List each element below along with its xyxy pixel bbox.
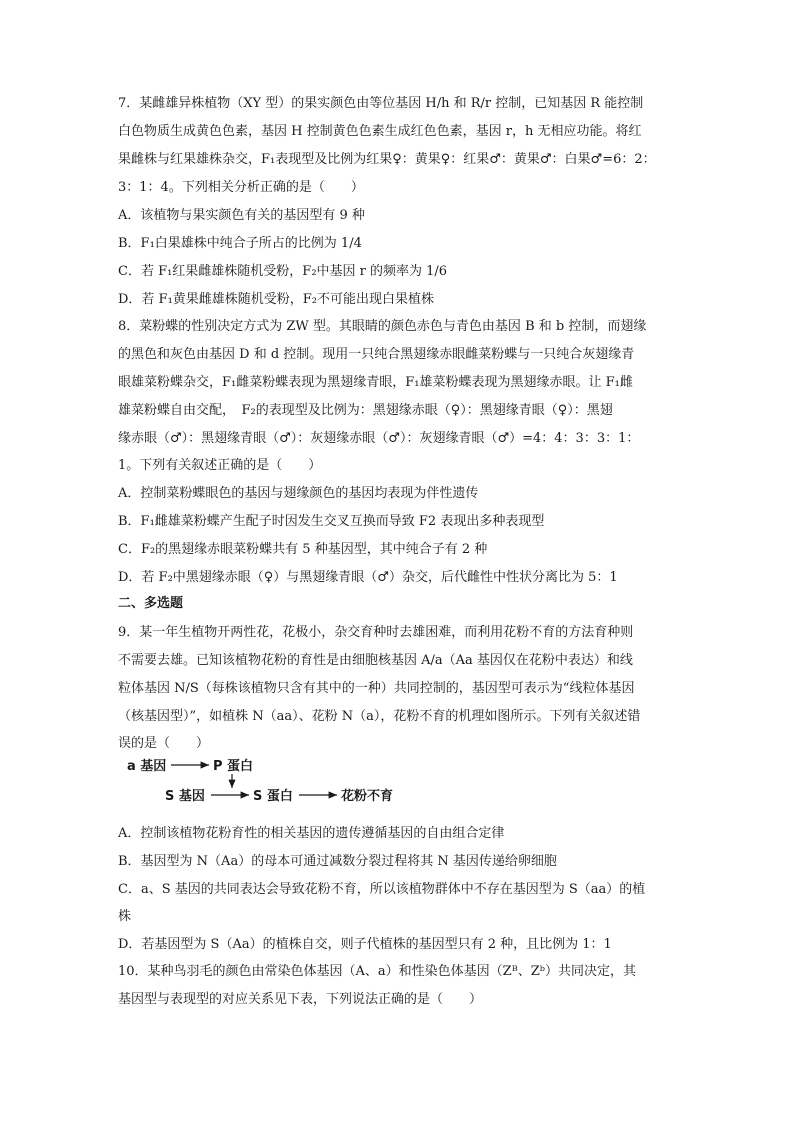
q9-line-4: （核基因型）”，如植株 N（aa）、花粉 N（a），花粉不育的机理如图所示。下列有关叙述错	[118, 709, 641, 724]
q8-line-2: 的黑色和灰色由基因 D 和 d 控制。现用一只纯合黑翅缘赤眼雌菜粉蝶与一只纯合灰翅缘青	[118, 347, 635, 362]
q10-line-2: 基因型与表现型的对应关系见下表，下列说法正确的是（ ）	[118, 992, 483, 1007]
q7-line-4: 3：1：4。下列相关分析正确的是（ ）	[118, 180, 364, 195]
q7-option-b: B．F₁白果雄株中纯合子所占的比例为 1/4	[118, 236, 362, 251]
pollen-sterility-diagram	[127, 752, 427, 812]
q10-line-1: 10．某种鸟羽毛的颜色由常染色体基因（A、a）和性染色体基因（Zᴮ、Zᵇ）共同决定，其	[118, 964, 636, 979]
q8-line-3: 眼雄菜粉蝶杂交，F₁雌菜粉蝶表现为黑翅缘青眼，F₁雄菜粉蝶表现为黑翅缘赤眼。让 F₁雌	[118, 375, 633, 390]
q9-option-b: B．基因型为 N（Aa）的母本可通过减数分裂过程将其 N 基因传递给卵细胞	[118, 854, 557, 869]
s-gene-label: S 基因	[165, 789, 205, 804]
q7-option-a: A．该植物与果实颜色有关的基因型有 9 种	[118, 208, 365, 223]
q9-line-1: 9．某一年生植物开两性花，花极小，杂交育种时去雄困难，而利用花粉不育的方法育种则	[118, 625, 634, 640]
section-heading: 二、多选题	[118, 596, 184, 611]
q9-option-c-cont: 株	[118, 909, 132, 924]
q9-line-3: 粒体基因 N/S（每株该植物只含有其中的一种）共同控制的，基因型可表示为“线粒体基因	[118, 681, 635, 696]
q8-option-d: D．若 F₂中黑翅缘赤眼（♀）与黑翅缘青眼（♂）杂交，后代雌性中性状分离比为 5：1	[118, 570, 618, 585]
q7-line-1: 7．某雌雄异株植物（XY 型）的果实颜色由等位基因 H/h 和 R/r 控制，已知基因 R 能控制	[118, 96, 644, 111]
q9-option-d: D．若基因型为 S（Aa）的植株自交，则子代植株的基因型只有 2 种，且比例为 1：1	[118, 937, 612, 952]
s-protein-label: S 蛋白	[253, 789, 293, 804]
q9-line-2: 不需要去雄。已知该植物花粉的育性是由细胞核基因 A/a（Aa 基因仅在花粉中表达）和线	[118, 653, 633, 668]
q8-line-4: 雄菜粉蝶自由交配， F₂的表现型及比例为：黑翅缘赤眼（♀）：黑翅缘青眼（♀）：黑翅	[118, 403, 613, 418]
q7-option-c: C．若 F₁红果雌雄株随机受粉，F₂中基因 r 的频率为 1/6	[118, 264, 448, 279]
q8-option-a: A．控制菜粉蝶眼色的基因与翅缘颜色的基因均表现为伴性遗传	[118, 486, 479, 501]
sterile-label: 花粉不育	[341, 789, 394, 804]
p-protein-label: P 蛋白	[213, 759, 254, 774]
q9-option-a: A．控制该植物花粉育性的相关基因的遗传遵循基因的自由组合定律	[118, 826, 505, 841]
a-gene-label: a 基因	[127, 759, 167, 774]
q7-option-d: D．若 F₁黄果雌雄株随机受粉，F₂不可能出现白果植株	[118, 292, 435, 307]
q8-option-b: B．F₁雌雄菜粉蝶产生配子时因发生交叉互换而导致 F2 表现出多种表现型	[118, 514, 545, 529]
q8-option-c: C．F₂的黑翅缘赤眼菜粉蝶共有 5 种基因型，其中纯合子有 2 种	[118, 542, 488, 557]
q7-line-3: 果雌株与红果雄株杂交，F₁表现型及比例为红果♀：黄果♀：红果♂：黄果♂：白果♂=6：2：	[118, 152, 656, 167]
q9-line-5: 误的是（ ）	[118, 736, 210, 751]
q7-line-2: 白色物质生成黄色色素，基因 H 控制黄色色素生成红色色素，基因 r，h 无相应功能。将红	[118, 124, 642, 139]
q8-line-1: 8．菜粉蝶的性别决定方式为 ZW 型。其眼睛的颜色赤色与青色由基因 B 和 b 控制，而翅缘	[118, 319, 647, 334]
q8-line-5: 缘赤眼（♂）：黑翅缘青眼（♂）：灰翅缘赤眼（♂）：灰翅缘青眼（♂）=4：4：3：3：1：	[118, 431, 640, 446]
q9-option-c: C．a、S 基因的共同表达会导致花粉不育，所以该植物群体中不存在基因型为 S（aa）的植	[118, 882, 646, 897]
q8-line-6: 1。下列有关叙述正确的是（ ）	[118, 458, 322, 473]
